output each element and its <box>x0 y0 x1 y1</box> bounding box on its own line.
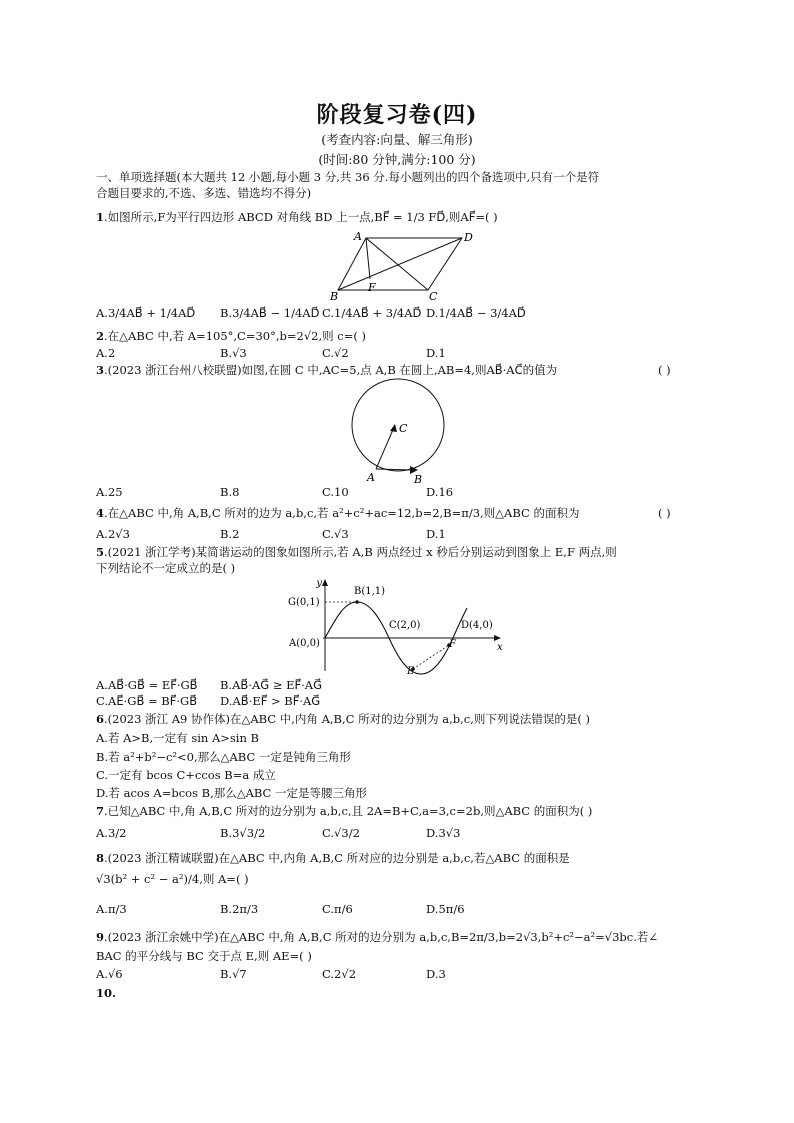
option-c: C.√3 <box>322 527 349 541</box>
parallelogram-figure <box>330 228 473 304</box>
question-text: .(2021 浙江学考)某简谐运动的图象如图所示,若 A,B 两点经过 x 秒后分别运动到图象上 E,F 两点,则 <box>104 545 617 559</box>
label-b: B <box>330 290 339 303</box>
option-c: C.1/4AB⃗ + 3/4AD⃗ <box>322 306 422 320</box>
option-c: C.2√2 <box>322 967 357 981</box>
question-10: 10. <box>96 986 117 1000</box>
question-3 <box>96 363 557 377</box>
label-f: F <box>368 281 376 294</box>
question-number: 5 <box>96 545 105 559</box>
question-text: .已知△ABC 中,角 A,B,C 所对的边分别为 a,b,c,且 2A=B+C,a=3,c=2b,则△ABC 的面积为( ) <box>104 804 593 818</box>
question-text: .在△ABC 中,若 A=105°,C=30°,b=2√2,则 c=( ) <box>104 329 366 343</box>
question-number: 1 <box>96 210 105 224</box>
label-f: F <box>449 639 456 650</box>
option-b: B.3/4AB⃗ − 1/4AD⃗ <box>220 306 320 320</box>
question-number: 7 <box>96 804 105 818</box>
question-4 <box>96 506 579 520</box>
question-text: .如图所示,F为平行四边形 ABCD 对角线 BD 上一点,BF⃗ = 1/3 FD⃗,则AF⃗=( ) <box>104 210 498 224</box>
option-b: B.3√3/2 <box>220 826 266 840</box>
option-b: B.8 <box>220 485 240 499</box>
axis-x-label: x <box>497 642 503 653</box>
option-a: A.25 <box>96 485 123 499</box>
option-a: A.AB⃗·GB⃗ = EF⃗·GB⃗ <box>96 678 198 692</box>
answer-paren: ( ) <box>658 506 671 520</box>
question-2 <box>96 329 366 343</box>
question-number: 6 <box>96 712 105 726</box>
section-heading-1: 一、单项选择题(本大题共 12 小题,每小题 3 分,共 36 分.每小题列出的四个备选项中,只有一个是符 <box>96 170 600 184</box>
option-c: C.π/6 <box>322 902 353 916</box>
option-b: B.√7 <box>220 967 247 981</box>
option-d: D.5π/6 <box>426 902 465 916</box>
label-c: C <box>399 422 408 435</box>
option-b: B.若 a²+b²−c²<0,那么△ABC 一定是钝角三角形 <box>96 750 351 764</box>
label-b: B(1,1) <box>354 586 386 597</box>
question-number: 4 <box>96 506 105 520</box>
option-a: A.3/2 <box>96 826 127 840</box>
label-c: C(2,0) <box>389 620 421 631</box>
circle-figure <box>352 377 452 485</box>
question-8 <box>96 851 570 865</box>
option-d: D.1 <box>426 346 446 360</box>
content-subtitle: (考查内容:向量、解三角形) <box>321 132 473 147</box>
question-8-cont: √3(b² + c² − a²)/4,则 A=( ) <box>96 872 249 886</box>
question-text: .(2023 浙江台州八校联盟)如图,在圆 C 中,AC=5,点 A,B 在圆上,AB=4,则AB⃗·AC⃗的值为 <box>104 363 558 377</box>
label-e: E <box>407 666 415 677</box>
option-a: A.3/4AB⃗ + 1/4AD⃗ <box>96 306 196 320</box>
label-a: A <box>354 230 362 243</box>
label-a: A <box>367 471 375 484</box>
question-1 <box>96 210 498 224</box>
question-9 <box>96 930 658 944</box>
question-text: .在△ABC 中,角 A,B,C 所对的边为 a,b,c,若 a²+c²+ac=12,b=2,B=π/3,则△ABC 的面积为 <box>104 506 580 520</box>
option-a: A.π/3 <box>96 902 127 916</box>
option-d: D.若 acos A=bcos B,那么△ABC 一定是等腰三角形 <box>96 786 367 800</box>
question-number: 2 <box>96 329 105 343</box>
option-d: D.3 <box>426 967 446 981</box>
option-c: C.√2 <box>322 346 349 360</box>
option-a: A.2√3 <box>96 527 130 541</box>
option-d: D.1/4AB⃗ − 3/4AD⃗ <box>426 306 526 320</box>
sine-graph <box>285 576 510 676</box>
option-c: C.AE⃗·GB⃗ = BF⃗·GB⃗ <box>96 694 198 708</box>
option-c: C.10 <box>322 485 349 499</box>
option-d: D.3√3 <box>426 826 461 840</box>
label-d: D(4,0) <box>461 620 493 631</box>
option-a: A.若 A>B,一定有 sin A>sin B <box>96 731 259 745</box>
label-a: A(0,0) <box>289 638 320 649</box>
page-title: 阶段复习卷(四) <box>316 102 478 128</box>
option-a: A.√6 <box>96 967 123 981</box>
question-text: .(2023 浙江余姚中学)在△ABC 中,角 A,B,C 所对的边分别为 a,b,c,B=2π/3,b=2√3,b²+c²−a²=√3bc.若∠ <box>104 930 659 944</box>
option-b: B.AB⃗·AG⃗ ≥ EF⃗·AG⃗ <box>220 678 323 692</box>
question-number: 3 <box>96 363 105 377</box>
question-number: 8 <box>96 851 105 865</box>
option-c: C.一定有 bcos C+ccos B=a 成立 <box>96 768 276 782</box>
label-d: D <box>464 231 473 244</box>
answer-paren: ( ) <box>658 363 671 377</box>
option-c: C.√3/2 <box>322 826 360 840</box>
label-b: B <box>414 473 423 486</box>
option-d: D.16 <box>426 485 454 499</box>
option-b: B.2 <box>220 527 240 541</box>
question-5 <box>96 545 617 559</box>
section-heading-2: 合题目要求的,不选、多选、错选均不得分) <box>96 186 312 200</box>
question-7 <box>96 804 592 818</box>
question-number: 9 <box>96 930 105 944</box>
time-subtitle: (时间:80 分钟,满分:100 分) <box>318 152 476 167</box>
option-b: B.√3 <box>220 346 247 360</box>
option-d: D.AB⃗·EF⃗ > BF⃗·AG⃗ <box>220 694 321 708</box>
question-5-cont: 下列结论不一定成立的是( ) <box>96 561 236 575</box>
label-c: C <box>429 290 438 303</box>
question-text: .(2023 浙江精诚联盟)在△ABC 中,内角 A,B,C 所对应的边分别是 a,b,c,若△ABC 的面积是 <box>104 851 570 865</box>
option-d: D.1 <box>426 527 446 541</box>
label-g: G(0,1) <box>288 597 320 608</box>
axis-y-label: y <box>316 578 322 589</box>
question-9-cont: BAC 的平分线与 BC 交于点 E,则 AE=( ) <box>96 949 312 963</box>
question-6 <box>96 712 590 726</box>
option-b: B.2π/3 <box>220 902 259 916</box>
question-text: .(2023 浙江 A9 协作体)在△ABC 中,内角 A,B,C 所对的边分别为 a,b,c,则下列说法错误的是( ) <box>104 712 591 726</box>
option-a: A.2 <box>96 346 116 360</box>
